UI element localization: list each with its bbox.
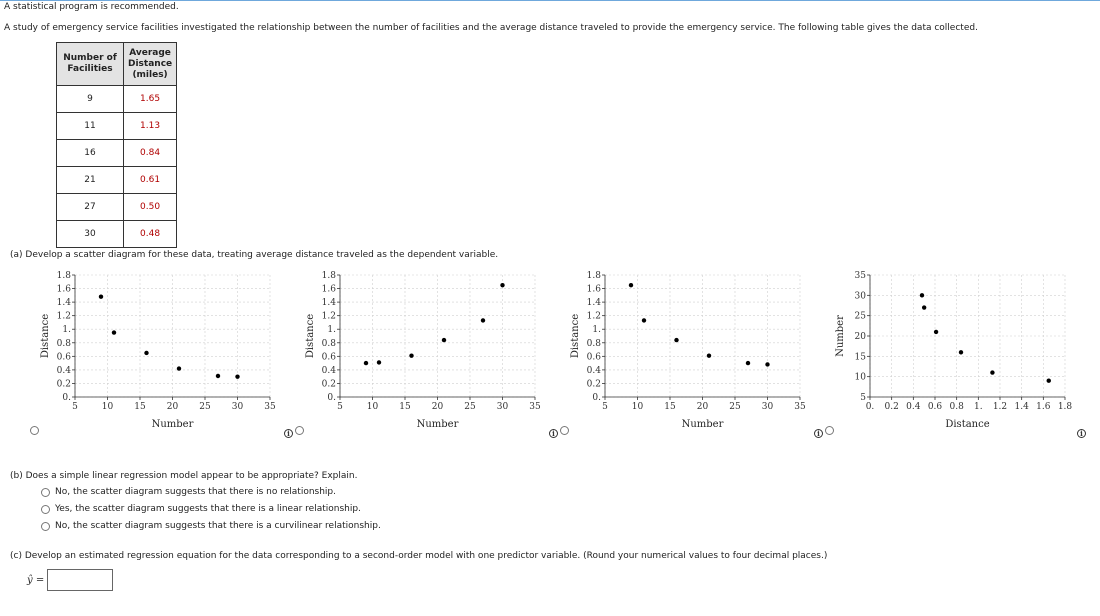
y-tick-label: 1. [327, 325, 336, 336]
data-point [922, 305, 926, 309]
table-row [57, 113, 177, 140]
info-icon[interactable]: i [549, 429, 558, 438]
part-c-prompt: (c) Develop an estimated regression equation for the data corresponding to a second-order model with one predictor variable. (Round your numerical values to four decimal places.) [10, 551, 828, 561]
data-point [642, 318, 646, 322]
scatter-plots [0, 262, 1100, 447]
x-tick-label: 0.2 [884, 402, 899, 412]
data-point [990, 370, 994, 374]
part-b-option-1-label: No, the scatter diagram suggests that there is no relationship. [55, 487, 336, 497]
scatter-plot-1 [40, 271, 276, 430]
header-distance-line2: Distance [128, 58, 173, 69]
distance-cell: 0.61 [124, 167, 177, 194]
table-row [57, 140, 177, 167]
facilities-cell: 21 [57, 167, 124, 194]
y-tick-label: 1. [62, 325, 71, 336]
y-tick-label: 1. [592, 325, 601, 336]
data-point [377, 360, 381, 364]
y-tick-label: 1.4 [56, 298, 71, 309]
info-icon[interactable]: i [1077, 429, 1086, 438]
x-tick-label: 35 [264, 402, 276, 412]
data-point [216, 374, 220, 378]
table-header-row [57, 43, 177, 86]
x-tick-label: 1.2 [992, 402, 1008, 412]
part-a-prompt: (a) Develop a scatter diagram for these data, treating average distance traveled as the dependent variable. [10, 250, 499, 260]
x-tick-label: 25 [729, 402, 741, 412]
data-point [177, 366, 181, 370]
x-tick-label: 35 [794, 402, 806, 412]
header-facilities [57, 43, 124, 86]
y-axis-label: Distance [305, 313, 316, 359]
y-tick-label: 1.8 [56, 271, 71, 281]
y-tick-label: 35 [854, 271, 866, 281]
y-tick-label: 0.2 [56, 379, 71, 390]
part-b-option-1-radio[interactable] [41, 488, 50, 497]
y-tick-label: 20 [854, 332, 866, 342]
y-tick-label: 1.6 [586, 284, 601, 295]
data-point [409, 353, 413, 357]
y-tick-label: 0. [592, 393, 601, 403]
recommendation-text: A statistical program is recommended. [4, 2, 179, 12]
x-tick-label: 25 [199, 402, 211, 412]
y-tick-label: 0.6 [321, 352, 336, 363]
info-icon[interactable]: i [284, 429, 293, 438]
x-tick-label: 15 [134, 402, 146, 412]
distance-cell: 0.84 [124, 140, 177, 167]
y-tick-label: 25 [854, 311, 866, 322]
part-b-option-3-radio[interactable] [41, 522, 50, 531]
y-tick-label: 1.2 [56, 311, 71, 322]
y-axis-label: Number [835, 315, 846, 357]
y-tick-label: 30 [854, 291, 866, 302]
y-tick-label: 1.6 [321, 284, 336, 295]
facilities-cell: 27 [57, 194, 124, 221]
y-tick-label: 0.4 [586, 365, 601, 376]
y-tick-label: 1.8 [586, 271, 601, 281]
yhat-label: ŷ = [27, 575, 45, 586]
data-point [235, 374, 239, 378]
x-tick-label: 15 [664, 402, 676, 412]
header-facilities-line2: Facilities [67, 64, 113, 74]
graph-option-4-radio[interactable] [825, 426, 834, 435]
y-tick-label: 0. [327, 393, 336, 403]
header-distance [124, 43, 177, 86]
x-tick-label: 15 [399, 402, 411, 412]
graph-option-1-radio[interactable] [30, 426, 39, 435]
distance-cell: 0.48 [124, 221, 177, 248]
table-row [57, 86, 177, 113]
part-b-option-3-label: No, the scatter diagram suggests that there is a curvilinear relationship. [55, 521, 381, 531]
table-row [57, 221, 177, 248]
graph-option-3-radio[interactable] [560, 426, 569, 435]
scatter-plot-4 [835, 271, 1072, 430]
y-tick-label: 1.2 [321, 311, 336, 322]
x-tick-label: 5 [337, 402, 343, 412]
y-tick-label: 0.8 [321, 338, 336, 349]
x-tick-label: 30 [231, 402, 244, 412]
scatter-plot-3 [570, 271, 806, 430]
x-tick-label: 1.8 [1057, 402, 1073, 412]
table-row [57, 167, 177, 194]
y-tick-label: 0.4 [56, 365, 71, 376]
x-tick-label: 35 [529, 402, 541, 412]
y-axis-label: Distance [570, 313, 581, 359]
data-point [500, 283, 504, 287]
x-tick-label: 0.8 [949, 402, 964, 412]
data-point [442, 338, 446, 342]
y-tick-label: 0.6 [56, 352, 71, 363]
data-point [934, 330, 938, 334]
distance-cell: 0.50 [124, 194, 177, 221]
data-point [920, 293, 924, 297]
header-distance-line1: Average [129, 47, 171, 58]
distance-cell: 1.13 [124, 113, 177, 140]
facilities-cell: 30 [57, 221, 124, 248]
x-tick-label: 1. [974, 402, 983, 412]
scatter-plot-2 [305, 271, 541, 430]
y-tick-label: 0.4 [321, 365, 336, 376]
info-icon[interactable]: i [814, 429, 823, 438]
data-table [56, 42, 177, 248]
x-tick-label: 25 [464, 402, 476, 412]
header-distance-line3: (miles) [132, 69, 168, 80]
data-point [112, 330, 116, 334]
data-point [481, 318, 485, 322]
data-point [746, 361, 750, 365]
y-tick-label: 0.8 [56, 338, 71, 349]
x-tick-label: 1.4 [1014, 402, 1029, 412]
x-tick-label: 20 [696, 402, 709, 412]
data-point [144, 351, 148, 355]
table-row [57, 194, 177, 221]
x-axis-label: Distance [945, 419, 990, 430]
x-axis-label: Number [681, 419, 724, 430]
data-point [364, 361, 368, 365]
y-tick-label: 0.6 [586, 352, 601, 363]
y-tick-label: 1.6 [56, 284, 71, 295]
data-point [629, 283, 633, 287]
part-b-option-2-label: Yes, the scatter diagram suggests that there is a linear relationship. [55, 504, 361, 514]
problem-statement: A study of emergency service facilities investigated the relationship between the number of facilities and the average distance traveled to provide the emergency service. The following table gives the data collected. [4, 23, 978, 33]
graph-option-2-radio[interactable] [295, 426, 304, 435]
x-tick-label: 1.6 [1036, 402, 1051, 412]
y-tick-label: 0.2 [321, 379, 336, 390]
y-tick-label: 15 [854, 352, 866, 363]
y-tick-label: 0.8 [586, 338, 601, 349]
header-facilities-line1: Number of [63, 53, 117, 63]
part-b-option-2-radio[interactable] [41, 505, 50, 514]
x-tick-label: 10 [101, 402, 114, 412]
x-tick-label: 10 [366, 402, 379, 412]
facilities-cell: 9 [57, 86, 124, 113]
y-tick-label: 10 [854, 372, 866, 383]
data-point [959, 350, 963, 354]
y-tick-label: 0. [62, 393, 71, 403]
x-tick-label: 20 [166, 402, 179, 412]
x-tick-label: 10 [631, 402, 644, 412]
y-axis-label: Distance [40, 313, 51, 359]
part-b-prompt: (b) Does a simple linear regression model appear to be appropriate? Explain. [10, 471, 358, 481]
y-tick-label: 0.2 [586, 379, 601, 390]
x-tick-label: 5 [602, 402, 608, 412]
x-axis-label: Number [416, 419, 459, 430]
y-tick-label: 1.8 [321, 271, 336, 281]
x-tick-label: 0. [865, 402, 875, 412]
y-tick-label: 5 [860, 393, 866, 403]
data-point [1047, 379, 1051, 383]
top-divider [0, 0, 1100, 1]
y-tick-label: 1.4 [586, 298, 601, 309]
data-point [99, 294, 103, 298]
y-tick-label: 1.4 [321, 298, 336, 309]
data-point [765, 362, 769, 366]
data-point [707, 353, 711, 357]
data-point [674, 338, 678, 342]
x-tick-label: 30 [761, 402, 774, 412]
x-tick-label: 5 [72, 402, 78, 412]
x-tick-label: 20 [431, 402, 444, 412]
distance-cell: 1.65 [124, 86, 177, 113]
facilities-cell: 11 [57, 113, 124, 140]
facilities-cell: 16 [57, 140, 124, 167]
y-tick-label: 1.2 [586, 311, 601, 322]
x-axis-label: Number [151, 419, 194, 430]
regression-equation-input[interactable] [47, 569, 113, 591]
x-tick-label: 0.4 [906, 402, 921, 412]
x-tick-label: 30 [496, 402, 509, 412]
x-tick-label: 0.6 [927, 402, 943, 412]
